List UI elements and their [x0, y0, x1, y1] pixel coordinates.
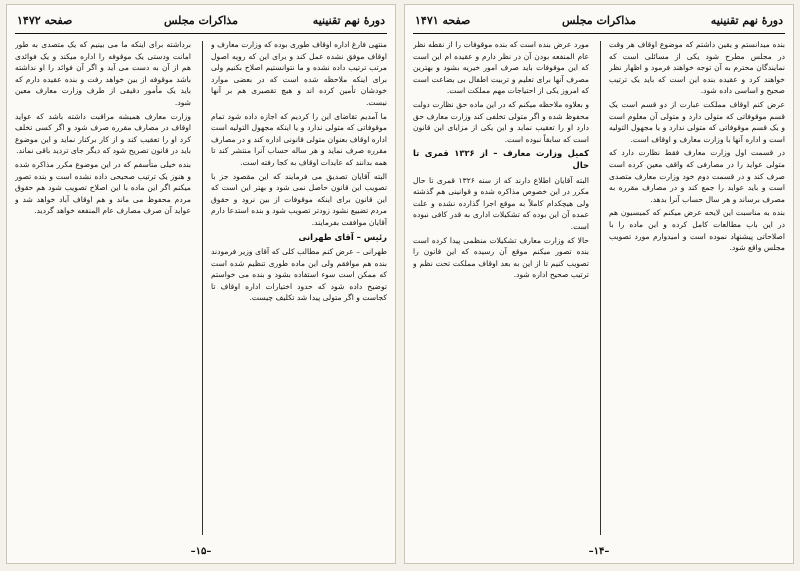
paragraph: بنده میدانستم و یقین داشتم که موضوع اوقاف هر وقت در مجلس مطرح شود یکی از مسائلی است که نمایندگان محترم به آن توجه خواهند فرمود و اظهار نظر خواهند کرد و عقیده بنده این است که باید یک ترتیب صحیح و اساسی داده شود. [609, 40, 785, 96]
paragraph: ما آمدیم تقاضای این را کردیم که اجازه داده شود تمام موقوفاتی که متولی ندارد و یا اینکه مجهول التولیه است اداره اوقاف بعنوان متولی قانونی اداره کند و در مصارف مقرره صرف نماید و هر ساله حساب آنرا منتشر کند تا همه بدانند که عایدات اوقاف به کجا رفته است. [211, 111, 387, 167]
paragraph: حالا که وزارت معارف تشکیلات منظمی پیدا کرده است بنده تصور میکنم موقع آن رسیده که این قانون را تصویب کنیم تا از این به بعد اوقاف مملکت تحت نظم و ترتیب صحیح اداره شود. [413, 235, 589, 280]
paragraph: طهرانی – عرض کنم مطالب کلی که آقای وزیر فرمودند بنده هم موافقم ولی این ماده طوری تنظیم شده است که ممکن است سوء استفاده بشود و بنده می خواستم توضیح داده شود که حدود اختیارات اداره اوقاف تا کجاست و اگر متولی پیدا شد تکلیف چیست. [211, 247, 387, 303]
section-title: کمیل وزارت معارف – از ۱۳۲۶ قمری تا حال [413, 148, 589, 170]
paragraph: البته آقایان اطلاع دارند که از سنه ۱۳۲۶ قمری تا حال مکرر در این خصوص مذاکره شده و قوانینی هم گذشته ولی هیچکدام کاملاً به موقع اجرا گذارده نشده و علت عمده آن این بوده که تشکیلات اداری به قدر کافی نبوده است. [413, 175, 589, 231]
paragraph: و بعلاوه ملاحظه میکنم که در این ماده حق نظارت دولت محفوظ شده و اگر متولی تخلفی کند وزارت معارف حق دارد او را تعقیب نماید و این یکی از مزایای این قانون است که سابقاً نبوده است. [413, 99, 589, 144]
column-divider [202, 41, 203, 535]
paragraph: البته آقایان تصدیق می فرمایند که این مقصود جز با تصویب این قانون حاصل نمی شود و بهتر این است که این قانون برای اینکه موقوفات از بین نرود و حقوق مردم تضییع نشود زودتر تصویب شود و بنده استدعا دارم آقایان موافقت بفرمایند. [211, 171, 387, 227]
paragraph: مورد عرض بنده است که بنده موقوفات را از نقطه نظر عام المنفعه بودن آن در نظر دارم و عقیده ام این است که این موقوفات باید صرف امور خیریه بشود و بهترین مصرف آنها برای تعلیم و تربیت اطفال بی بضاعت است که امروز یکی از احتیاجات مهم مملکت است. [413, 40, 589, 96]
session-label: دورهٔ نهم تقنینیه [710, 14, 783, 27]
speaker-title: رئیس – آقای طهرانی [298, 231, 387, 242]
page-header [413, 11, 785, 34]
paragraph: بنده به مناسبت این لایحه عرض میکنم که کمیسیون هم در این باب مطالعات کامل کرده و این ماده را با اصلاحاتی پیشنهاد نموده است و امیدوارم مورد تصویب مجلس واقع شود. [609, 208, 785, 253]
session-label: دورهٔ نهم تقنینیه [312, 14, 385, 27]
page-header [15, 11, 387, 34]
paragraph: بنده خیلی متأسفم که در این موضوع مکرر مذاکره شده و هنوز یک ترتیب صحیحی داده نشده است و بنده تصور میکنم اگر این ماده با این اصلاح تصویب شود هم حقوق مردم محفوظ می ماند و هم اوقاف آباد خواهد شد و عواید آن صرف مصارف عام المنفعه خواهد گردید. [15, 159, 191, 216]
column-left [15, 39, 191, 537]
column-divider [600, 41, 601, 535]
page-label: صفحه ۱۴۷۱ [415, 14, 471, 27]
paragraph: برداشته برای اینکه ما می بینیم که یک متصدی به طور امانت ودستی یک موقوفه را اداره میکند و یک فوائدی هم از آن به دست می آید و اگر آن فوائد را او نداشته باشد موقوفه از بین خواهد رفت و بنده عقیده دارم که باید یک مأمور دقیقی از طرف وزارت معارف معین شود. [15, 40, 191, 107]
column-left [413, 39, 589, 537]
paragraph: منتهی فارغ اداره اوقاف طوری بوده که وزارت معارف و اوقاف موفق نشده عمل کند و برای این که رویه اصول مرتب ترتیب داده نشده و ما نتوانستیم اصلاح بکنیم ولی برای اینکه ملاحظه شده است که در بعضی موارد خودشان تأمین کرده اند و هیچ تقصیری هم بر آنها نیست. [211, 40, 387, 107]
text-columns [413, 39, 785, 537]
column-right [211, 39, 387, 537]
column-right [609, 39, 785, 537]
right-page [404, 4, 794, 564]
page-number: –۱۴– [588, 546, 610, 557]
page-label: صفحه ۱۴۷۲ [17, 14, 73, 27]
header-title: مذاکرات مجلس [164, 14, 238, 27]
paragraph: در قسمت اول وزارت معارف فقط نظارت دارد که متولی عواید را در مصارفی که واقف معین کرده است صرف کند و در قسمت دوم خود وزارت معارف متصدی است و باید عواید را جمع کند و در مصارف مقرره به مصرف برساند و هر سال حساب آنرا بدهد. [609, 148, 785, 204]
header-title: مذاکرات مجلس [562, 14, 636, 27]
left-page [6, 4, 396, 564]
text-columns [15, 39, 387, 537]
page-number: –۱۵– [190, 546, 212, 557]
paragraph: عرض کنم اوقاف مملکت عبارت از دو قسم است یک قسم موقوفاتی که متولی دارد و متولی آن معلوم است و یک قسم موقوفاتی که متولی ندارد و یا مجهول التولیه است و اداره آنها با وزارت معارف و اوقاف است. [609, 99, 785, 144]
paragraph: وزارت معارف همیشه مراقبت داشته باشد که عواید اوقاف در مصارف مقرره صرف شود و اگر کسی تخلف کرد او را تعقیب کند و از کار برکنار نماید و این موضوع باید در قانون تصریح شود که دیگر جای تردید باقی نماند. [15, 111, 191, 156]
